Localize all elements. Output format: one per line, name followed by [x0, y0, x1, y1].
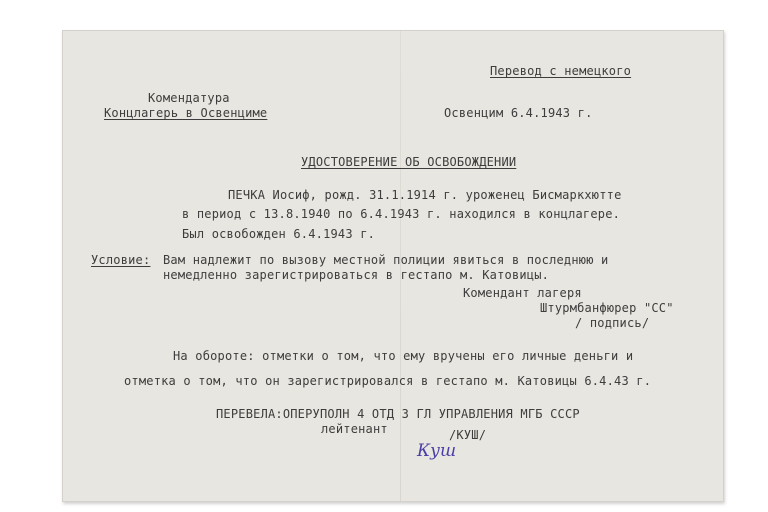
- body-line-3: Был освобожден 6.4.1943 г.: [182, 227, 376, 241]
- condition-label: Условие:: [91, 253, 151, 267]
- body-line-1: ПЕЧКА Иосиф, рожд. 31.1.1914 г. уроженец Бисмаркхютте: [228, 188, 622, 202]
- handwritten-signature: Куш: [417, 441, 457, 461]
- translator-rank: лейтенант: [321, 422, 388, 436]
- body-line-2: в период с 13.8.1940 по 6.4.1943 г. находился в концлагере.: [182, 207, 621, 221]
- place-date: Освенцим 6.4.1943 г.: [444, 106, 593, 120]
- commandant-line-1: Комендант лагеря: [463, 286, 582, 300]
- translator-name: /КУШ/: [449, 428, 487, 442]
- reverse-note-line-1: На обороте: отметки о том, что ему вручены его личные деньги и: [173, 349, 634, 363]
- document-sheet: [62, 30, 724, 502]
- translator-line: ПЕРЕВЕЛА:ОПЕРУПОЛН 4 ОТД 3 ГЛ УПРАВЛЕНИЯ МГБ СССР: [216, 407, 580, 421]
- condition-line-2: немедленно зарегистрироваться в гестапо м. Катовицы.: [163, 268, 550, 282]
- translation-note: Перевод с немецкого: [490, 64, 632, 78]
- commandant-line-2: Штурмбанфюрер "СС": [540, 301, 674, 315]
- office-line-1: Комендатура: [148, 91, 230, 105]
- document-title: УДОСТОВЕРЕНИЕ ОБ ОСВОБОЖДЕНИИ: [301, 155, 517, 169]
- condition-line-1: Вам надлежит по вызову местной полиции явиться в последнюю и: [163, 253, 609, 267]
- reverse-note-line-2: отметка о том, что он зарегистрировался в гестапо м. Катовицы 6.4.43 г.: [124, 374, 652, 388]
- commandant-line-3: / подпись/: [575, 316, 650, 330]
- office-line-2: Концлагерь в Освенциме: [104, 106, 268, 120]
